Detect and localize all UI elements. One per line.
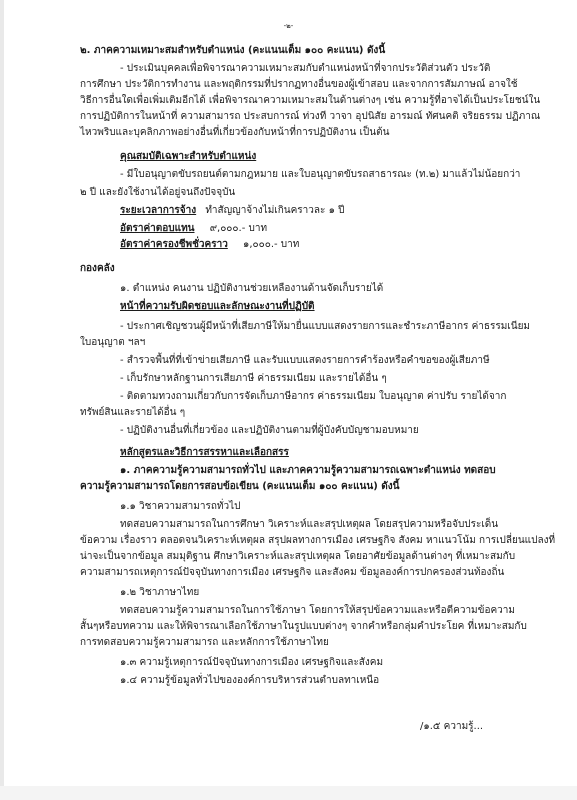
section2-line: การปฏิบัติการในหน้าที่ ความสามารถ ประสบการณ์ ท่วงที วาจา อุปนิสัย อารมณ์ ทัศนคติ จริยธรรม ปฏิภาณ bbox=[80, 111, 541, 122]
subject-1-1-text: ข้อความ เรื่องราว ตลอดจนวิเคราะห์เหตุผล สรุปผลทางการเมือง เศรษฐกิจ สังคม หาแนวโน้ม การเปลี่ยนแปลงที่ bbox=[80, 535, 556, 546]
period-label: ระยะเวลาการจ้าง bbox=[120, 205, 197, 216]
subject-1-1-text: น่าจะเป็นจากข้อมูล สมมุติฐาน ศึกษาวิเคราะห์และสรุปเหตุผล โดยอาศัยข้อมูลด้านต่างๆ ที่เหมาะสมกับ bbox=[80, 551, 516, 562]
duty-item: ใบอนุญาต ฯลฯ bbox=[80, 337, 146, 348]
period-value: ทำสัญญาจ้างไม่เกินคราวละ ๑ ปี bbox=[205, 205, 345, 216]
employment-period bbox=[120, 204, 344, 217]
subject-1-3: ๑.๓ ความรู้เหตุการณ์ปัจจุบันทางการเมือง เศรษฐกิจและสังคม bbox=[120, 657, 384, 668]
subject-1-1-text: ความสามารถเหตุการณ์ปัจจุบันทางการเมือง เศรษฐกิจ และสังคม ข้อมูลองค์การปกครองส่วนท้องถิ่น bbox=[80, 567, 505, 578]
duty-item: - ติดตามทวงถามเกี่ยวกับการจัดเก็บภาษีอากร ค่าธรรมเนียม ใบอนุญาต ค่าปรับ รายได้จาก bbox=[120, 391, 507, 402]
criteria-part1: ๑. ภาคความรู้ความสามารถทั่วไป และภาคความรู้ความสามารถเฉพาะตำแหน่ง ทดสอบ bbox=[120, 465, 496, 476]
page-edge-shadow bbox=[0, 0, 4, 800]
employment-allowance bbox=[120, 238, 299, 251]
duty-item: - ปฏิบัติงานอื่นที่เกี่ยวข้อง และปฏิบัติงานตามที่ผู้บังคับบัญชามอบหมาย bbox=[120, 425, 419, 436]
subject-1-4: ๑.๔ ความรู้ข้อมูลทั่วไปขององค์การบริหารส่วนตำบลทาเหนือ bbox=[120, 675, 380, 686]
duties-heading: หน้าที่ความรับผิดชอบและลักษณะงานที่ปฏิบัติ bbox=[120, 301, 315, 312]
qualification-heading: คุณสมบัติเฉพาะสำหรับตำแหน่ง bbox=[120, 151, 257, 162]
subject-1-2-title: ๑.๒ วิชาภาษาไทย bbox=[120, 587, 200, 598]
subject-1-2-text: ทดสอบความรู้ความสามารถในการใช้ภาษา โดยการให้สรุปข้อความและหรือตีความข้อความ bbox=[120, 605, 515, 616]
subject-1-1-text: ทดสอบความสามารถในการศึกษา วิเคราะห์และสรุปเหตุผล โดยสรุปความหรือจับประเด็น bbox=[120, 519, 499, 530]
employment-pay bbox=[120, 222, 267, 235]
duty-item: - สำรวจพื้นที่ที่เข้าข่ายเสียภาษี และรับแบบแสดงรายการคำร้องหรือคำขอของผู้เสียภาษี bbox=[120, 355, 490, 366]
section2-heading: ๒. ภาคความเหมาะสมสำหรับตำแหน่ง (คะแนนเต็ม ๑๐๐ คะแนน) ดังนี้ bbox=[80, 45, 386, 56]
pay-value: ๙,๐๐๐.- บาท bbox=[209, 223, 268, 234]
page-bottom-edge bbox=[0, 786, 577, 800]
qualification-line: ๒ ปี และยังใช้งานได้อยู่จนถึงปัจจุบัน bbox=[80, 187, 236, 198]
allowance-label: อัตราค่าครองชีพชั่วคราว bbox=[120, 239, 228, 250]
subject-1-1-title: ๑.๑ วิชาความสามารถทั่วไป bbox=[120, 501, 241, 512]
pay-label: อัตราค่าตอบแทน bbox=[120, 223, 195, 234]
subject-1-2-text: สั้นๆหรือบทความ และให้พิจารณาเลือกใช้ภาษาในรูปแบบต่างๆ จากคำหรือกลุ่มคำประโยค ที่เหมาะสมกับ bbox=[80, 621, 527, 632]
page-number: -๒- bbox=[283, 22, 294, 30]
criteria-part1: ความรู้ความสามารถโดยการสอบข้อเขียน (คะแนนเต็ม ๑๐๐ คะแนน) ดังนี้ bbox=[80, 481, 400, 492]
section2-line: วิธีการอื่นใดเพื่อเพิ่มเติมอีกได้ เพื่อพิจารณาความเหมาะสมในด้านต่างๆ เช่น ความรู้ที่อาจได้เป็นประโยชน์ใน bbox=[80, 95, 541, 106]
section2-line: การศึกษา ประวัติการทำงาน และพฤติกรรมที่ปรากฏทางอื่นของผู้เข้าสอบ และจากการสัมภาษณ์ อาจใช้ bbox=[80, 79, 518, 90]
criteria-heading: หลักสูตรและวิธีการสรรหาและเลือกสรร bbox=[120, 447, 289, 458]
duty-item: - ประกาศเชิญชวนผู้มีหน้าที่เสียภาษีให้มายื่นแบบแสดงรายการและชำระภาษีอากร ค่าธรรมเนียม bbox=[120, 321, 531, 332]
division-title: กองคลัง bbox=[80, 263, 115, 274]
continuation-note: /๑.๕ ความรู้... bbox=[420, 721, 484, 732]
section2-line: ไหวพริบและบุคลิกภาพอย่างอื่นที่เกี่ยวข้องกับหน้าที่การปฏิบัติงาน เป็นต้น bbox=[80, 127, 390, 138]
qualification-line: - มีใบอนุญาตขับรถยนต์ตามกฎหมาย และใบอนุญาตขับรถสาธารณะ (ท.๒) มาแล้วไม่น้อยกว่า bbox=[120, 169, 521, 180]
section2-line: - ประเมินบุคคลเพื่อพิจารณาความเหมาะสมกับตำแหน่งหน้าที่จากประวัติส่วนตัว ประวัติ bbox=[120, 63, 491, 74]
duty-item: ทรัพย์สินและรายได้อื่น ๆ bbox=[80, 407, 186, 418]
duty-item: - เก็บรักษาหลักฐานการเสียภาษี ค่าธรรมเนียม และรายได้อื่น ๆ bbox=[120, 373, 387, 384]
position-title: ๑. ตำแหน่ง คนงาน ปฏิบัติงานช่วยเหลืองานด้านจัดเก็บรายได้ bbox=[120, 283, 384, 294]
subject-1-2-text: การทดสอบความรู้ความสามารถ และหลักการใช้ภาษาไทย bbox=[80, 637, 329, 648]
allowance-value: ๑,๐๐๐.- บาท bbox=[243, 239, 300, 250]
